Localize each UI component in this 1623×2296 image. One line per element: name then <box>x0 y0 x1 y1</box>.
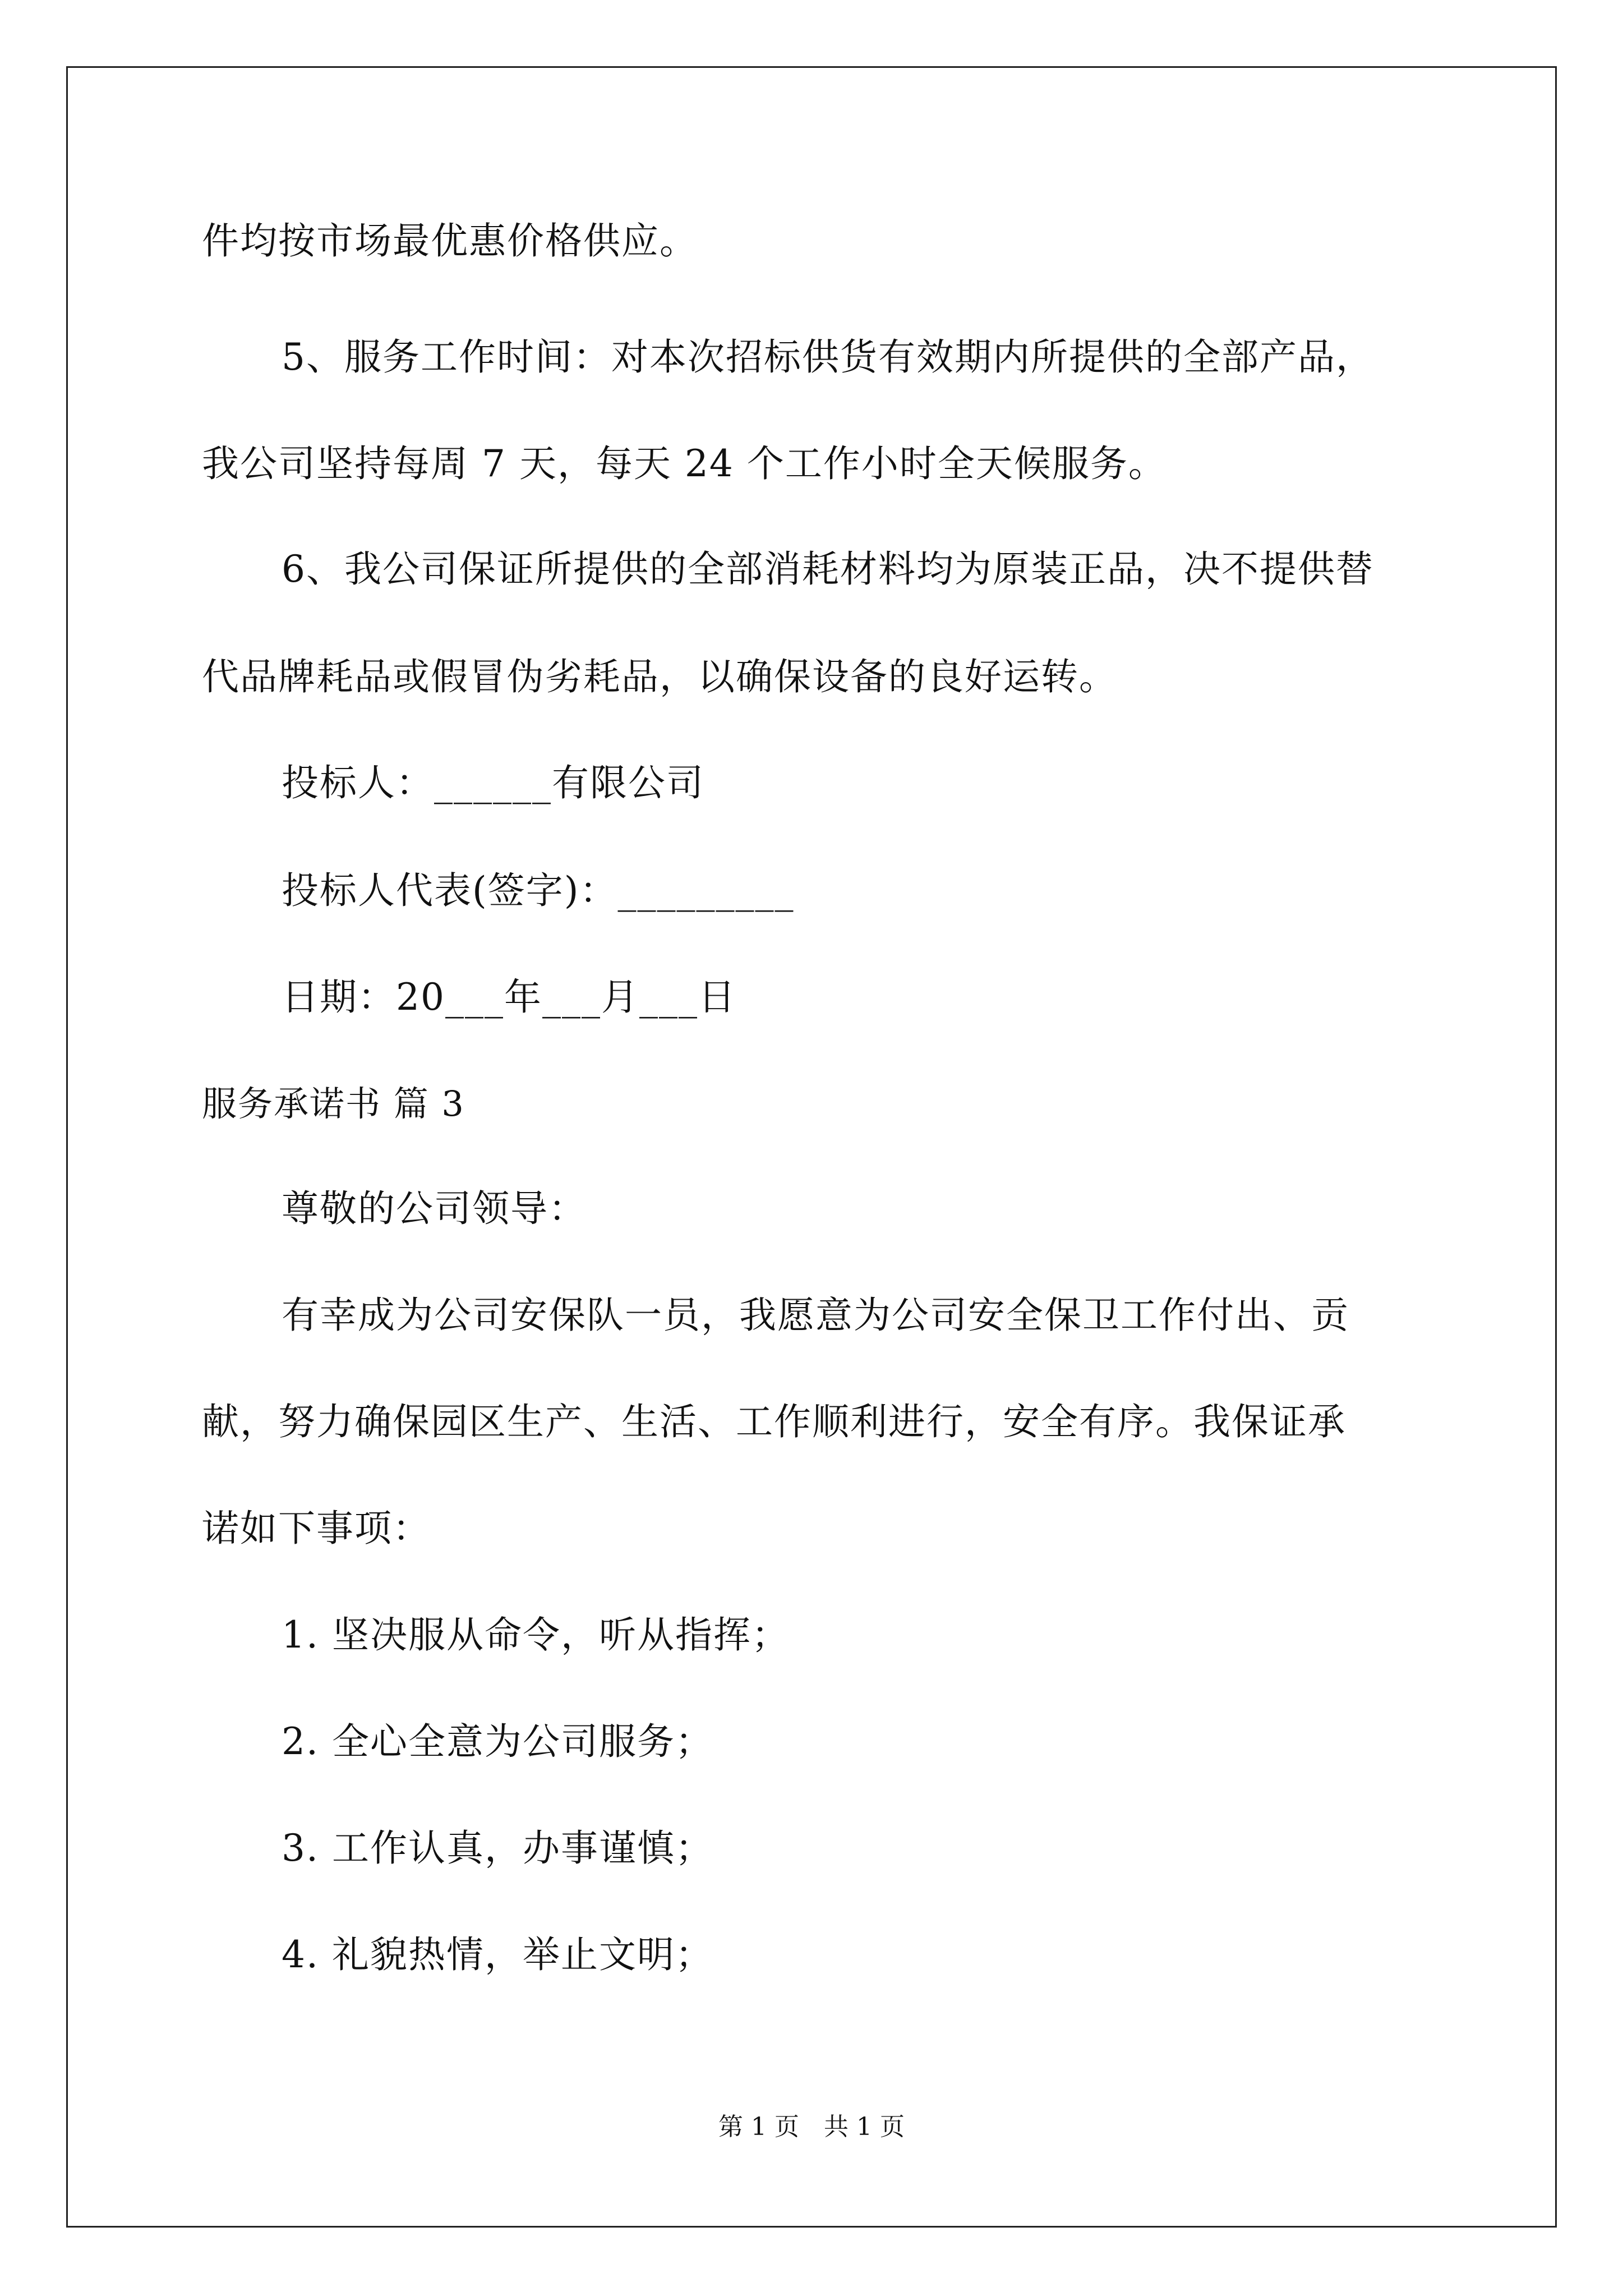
paragraph-line: 6、我公司保证所提供的全部消耗材料均为原装正品，决不提供替 <box>282 547 1374 591</box>
list-item: 3. 工作认真，办事谨慎； <box>282 1826 713 1870</box>
list-item: 1. 坚决服从命令，听从指挥； <box>282 1613 790 1657</box>
paragraph-line: 有幸成为公司安保队一员，我愿意为公司安全保卫工作付出、贡 <box>282 1294 1349 1337</box>
paragraph-line: 诺如下事项： <box>202 1507 431 1550</box>
salutation: 尊敬的公司领导： <box>282 1187 587 1230</box>
section-heading: 服务承诺书 篇 3 <box>202 1083 465 1124</box>
paragraph-line: 5、服务工作时间：对本次招标供货有效期内所提供的全部产品， <box>282 335 1374 379</box>
paragraph-line: 我公司坚持每周 7 天，每天 24 个工作小时全天候服务。 <box>202 442 1166 485</box>
paragraph-line: 献，努力确保园区生产、生活、工作顺利进行，安全有序。我保证承 <box>202 1400 1346 1443</box>
page-border <box>66 66 1557 2228</box>
list-item: 4. 礼貌热情，举止文明； <box>282 1933 713 1976</box>
paragraph-line: 代品牌耗品或假冒伪劣耗品，以确保设备的良好运转。 <box>202 655 1117 698</box>
paragraph-line: 件均按市场最优惠价格供应。 <box>202 219 698 263</box>
date-line: 日期：20___年___月___日 <box>282 976 736 1019</box>
page-footer: 第 1 页 共 1 页 <box>718 2113 905 2141</box>
list-item: 2. 全心全意为公司服务； <box>282 1720 713 1763</box>
signature-line: 投标人代表(签字)：_________ <box>282 869 795 912</box>
bidder-line: 投标人：______有限公司 <box>282 761 704 804</box>
